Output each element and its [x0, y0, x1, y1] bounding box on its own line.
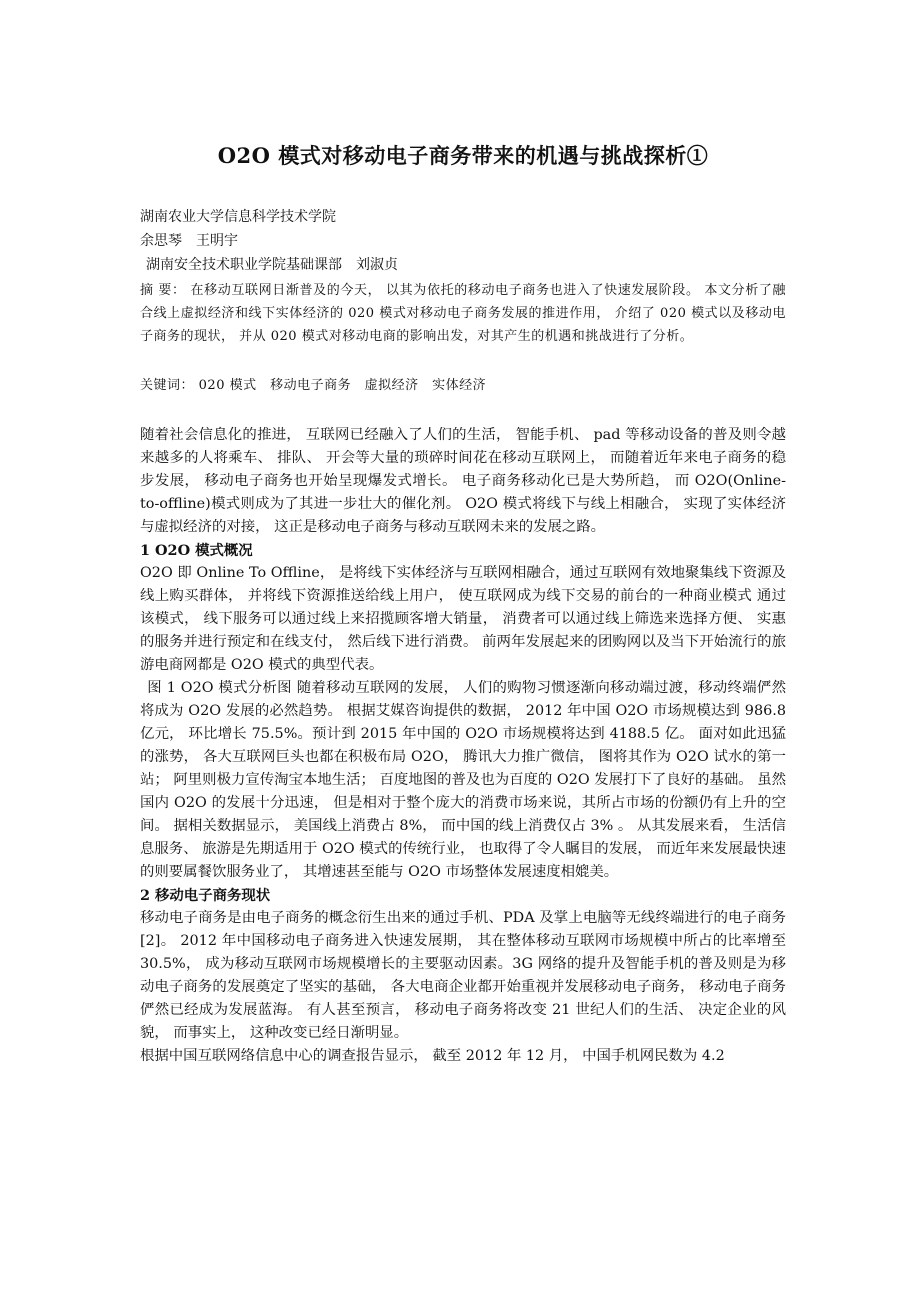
abstract — [140, 279, 786, 348]
keywords-text: 020 模式 移动电子商务 虚拟经济 实体经济 — [198, 378, 487, 393]
section-2-paragraph-2: 根据中国互联网络信息中心的调查报告显示， 截至 2012 年 12 月， 中国手机网民数为 4.2 — [140, 1048, 725, 1064]
paper-body — [140, 424, 786, 1068]
section-1-paragraph-2: 图 1 O2O 模式分析图 随着移动互联网的发展， 人们的购物习惯逐渐向移动端过渡，移动终端俨然将成为 O2O 发展的必然趋势。 根据艾媒咨询提供的数据， 2012 年中国 O2O 市场规模达到 986.8 亿元， 环比增长 75.5%。预计到 2015 年中国的 O2O 市场规模将达到 4188.5 亿。 面对如此迅猛的涨势， 各大互联网巨头也都在积极布局 O2O， 腾讯大力推广微信， 图将其作为 O2O 试水的第一站； 阿里则极力宣传淘宝本地生活； 百度地图的普及也为百度的 O2O 发展打下了良好的基础。 虽然国内 O2O 的发展十分迅速， 但是相对于整个庞大的消费市场来说，其所占市场的份额仍有上升的空间。 据相关数据显示， 美国线上消费占 8%， 而中国的线上消费仅占 3% 。 从其发展来看， 生活信息服务、 旅游是先期适用于 O2O 模式的传统行业， 也取得了令人瞩目的发展， 而近年来发展最快速的则要属餐饮服务业了， 其增速甚至能与 O2O 市场整体发展速度相媲美。 — [140, 680, 786, 880]
affiliation-2: 湖南安全技术职业学院基础课部 刘淑贞 — [146, 257, 398, 273]
section-1-paragraph-1: O2O 即 Online To Offline， 是将线下实体经济与互联网相融合，通过互联网有效地聚集线下资源及线上购买群体， 并将线下资源推送给线上用户， 使互联网成为线下交易的前台的一种商业模式 通过该模式， 线下服务可以通过线上来招揽顾客增大销量， 消费者可以通过线上筛选来选择方便、 实惠的服务并进行预定和在线支付， 然后线下进行消费。 前两年发展起来的团购网以及当下开始流行的旅游电商网都是 O2O 模式的典型代表。 — [140, 565, 786, 673]
keywords — [140, 374, 786, 397]
affiliation-1: 湖南农业大学信息科学技术学院 — [140, 209, 336, 225]
keywords-label: 关键词： — [140, 378, 195, 393]
abstract-label: 摘 要： — [140, 283, 186, 298]
authors-1: 余思琴 王明宇 — [140, 233, 238, 249]
intro-paragraph: 随着社会信息化的推进， 互联网已经融入了人们的生活， 智能手机、 pad 等移动设备的普及则令越来越多的人将乘车、 排队、 开会等大量的琐碎时间花在移动互联网上， 而随着近年来电子商务的稳步发展， 移动电子商务也开始呈现爆发式增长。 电子商务移动化已是大势所趋， 而 O2O(Online-to-offline)模式则成为了其进一步壮大的催化剂。 O2O 模式将线下与线上相融合， 实现了实体经济与虚拟经济的对接， 这正是移动电子商务与移动互联网未来的发展之路。 — [140, 427, 786, 535]
section-2-paragraph-1: 移动电子商务是由电子商务的概念衍生出来的通过手机、PDA 及掌上电脑等无线终端进行的电子商务[2]。 2012 年中国移动电子商务进入快速发展期， 其在整体移动互联网市场规模中所占的比率增至 30.5%， 成为移动互联网市场规模增长的主要驱动因素。3G 网络的提升及智能手机的普及则是为移动电子商务的发展奠定了坚实的基础， 各大电商企业都开始重视并发展移动电子商务， 移动电子商务俨然已经成为发展蓝海。 有人甚至预言， 移动电子商务将改变 21 世纪人们的生活、 决定企业的风貌， 而事实上， 这种改变已经日渐明显。 — [140, 910, 786, 1041]
section-1-heading: 1 O2O 模式概况 — [140, 542, 253, 559]
paper-title: O2O 模式对移动电子商务带来的机遇与挑战探析① — [217, 143, 709, 168]
section-2-heading: 2 移动电子商务现状 — [140, 887, 271, 904]
abstract-text: 在移动互联网日渐普及的今天， 以其为依托的移动电子商务也进入了快速发展阶段。 本文分析了融合线上虚拟经济和线下实体经济的 020 模式对移动电子商务发展的推进作用， 介绍了 020 模式以及移动电子商务的现状， 并从 020 模式对移动电商的影响出发，对其产生的机遇和挑战进行了分析。 — [140, 283, 786, 344]
